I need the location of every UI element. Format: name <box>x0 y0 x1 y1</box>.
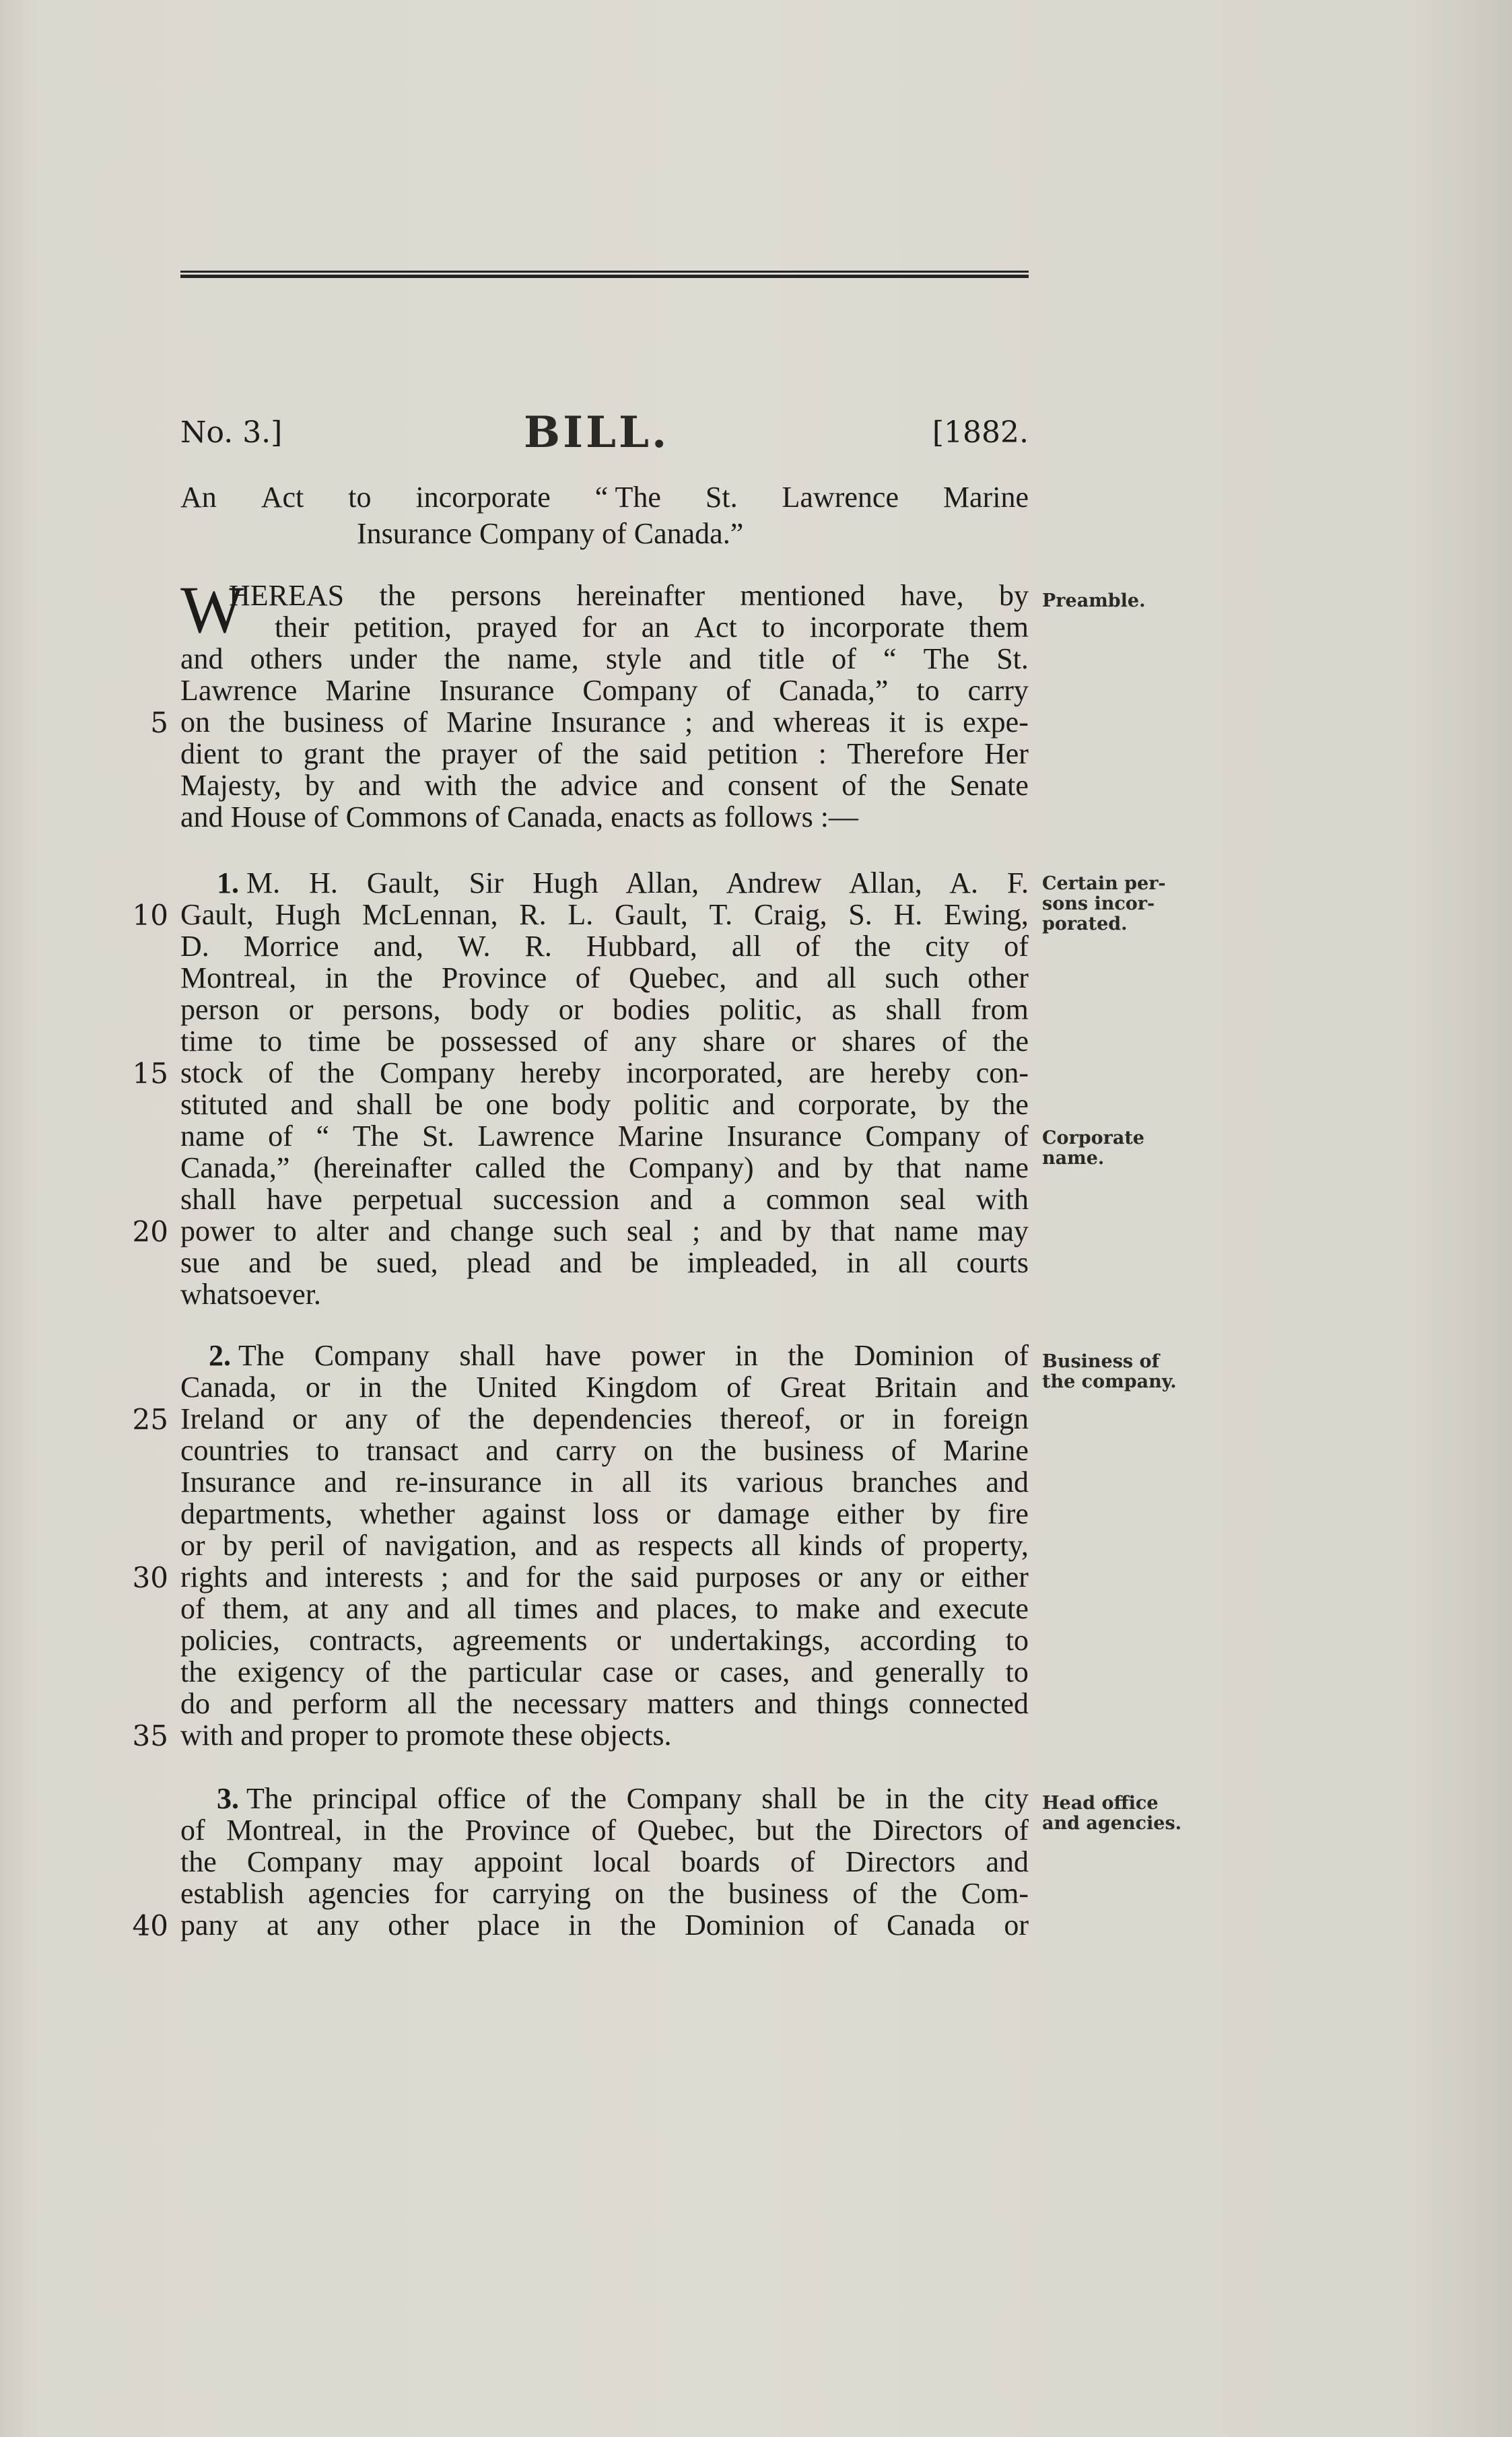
line-number: 40 <box>132 1909 168 1942</box>
section-line: Gault, Hugh McLennan, R. L. Gault, T. Craig, S. H. Ewing, <box>180 898 1029 931</box>
section-line: rights and interests ; and for the said purposes or any or either <box>180 1560 1029 1593</box>
section-line: 2. The Company shall have power in the Dominion of <box>209 1339 1029 1372</box>
rule-thin <box>180 271 1029 273</box>
section-line: of them, at any and all times and places, to make and execute <box>180 1592 1029 1625</box>
title-line-1: An Act to incorporate “ The St. Lawrence Marine <box>180 481 1029 514</box>
section-line: countries to transact and carry on the business of Marine <box>180 1434 1029 1467</box>
section-line: do and perform all the necessary matters and things connected <box>180 1687 1029 1720</box>
section-line: Insurance and re-insurance in all its various branches and <box>180 1466 1029 1499</box>
section-line: time to time be possessed of any share or shares of the <box>180 1025 1029 1058</box>
section-line: stock of the Company hereby incorporated, are hereby con- <box>180 1056 1029 1089</box>
section-number: 2. <box>209 1339 231 1372</box>
line-number: 35 <box>132 1719 168 1752</box>
section-line: with and proper to promote these objects. <box>180 1719 672 1752</box>
section-line: power to alter and change such seal ; and by that name may <box>180 1214 1029 1247</box>
bill-title <box>180 479 1029 552</box>
section-line: departments, whether against loss or damage either by fire <box>180 1497 1029 1530</box>
preamble <box>180 572 1029 833</box>
drop-cap: W <box>180 572 244 647</box>
preamble-line: on the business of Marine Insurance ; and whereas it is expe- <box>180 706 1029 739</box>
title-line-2: Insurance Company of Canada.” <box>357 517 744 550</box>
section-line: the exigency of the particular case or cases, and generally to <box>180 1655 1029 1688</box>
rule-thick <box>180 275 1029 278</box>
margin-note-corporate-name: Corporate name. <box>1042 1128 1144 1169</box>
section-line: of Montreal, in the Province of Quebec, but the Directors of <box>180 1814 1029 1847</box>
section-line: whatsoever. <box>180 1278 321 1311</box>
bill-heading: BILL. <box>524 407 670 458</box>
section-line: stituted and shall be one body politic and corporate, by the <box>180 1088 1029 1121</box>
line-number: 20 <box>132 1215 168 1248</box>
preamble-line: Majesty, by and with the advice and consent of the Senate <box>180 769 1029 802</box>
preamble-line: and House of Commons of Canada, enacts as follows :— <box>180 800 858 833</box>
section-1 <box>180 867 1029 1310</box>
margin-note-head-office: Head office and agencies. <box>1042 1793 1182 1834</box>
section-number: 3. <box>217 1782 239 1815</box>
section-line: Canada, or in the United Kingdom of Great Britain and <box>180 1371 1029 1404</box>
preamble-line: their petition, prayed for an Act to incorporate them <box>275 611 1029 644</box>
section-line: policies, contracts, agreements or undertakings, according to <box>180 1624 1029 1657</box>
section-line: 3. The principal office of the Company shall be in the city <box>217 1782 1029 1815</box>
section-line: Canada,” (hereinafter called the Company) and by that name <box>180 1151 1029 1184</box>
section-line: shall have perpetual succession and a common seal with <box>180 1183 1029 1216</box>
bill-number: No. 3.] <box>180 415 283 450</box>
line-number: 10 <box>132 899 168 932</box>
section-number: 1. <box>217 866 239 899</box>
preamble-line: HEREAS the persons hereinafter mentioned have, by <box>229 579 1029 612</box>
section-line: 1. M. H. Gault, Sir Hugh Allan, Andrew Allan, A. F. <box>217 866 1029 899</box>
section-2 <box>180 1340 1029 1751</box>
section-line: Ireland or any of the dependencies thereof, or in foreign <box>180 1402 1029 1435</box>
section-line: name of “ The St. Lawrence Marine Insurance Company of <box>180 1120 1029 1153</box>
line-number: 5 <box>150 706 168 739</box>
preamble-line: dient to grant the prayer of the said petition : Therefore Her <box>180 737 1029 770</box>
bill-year: [1882. <box>932 415 1029 450</box>
preamble-line: and others under the name, style and title of “ The St. <box>180 642 1029 675</box>
section-3 <box>180 1783 1029 1941</box>
preamble-line: Lawrence Marine Insurance Company of Canada,” to carry <box>180 674 1029 707</box>
section-line: sue and be sued, plead and be impleaded, in all courts <box>180 1246 1029 1279</box>
margin-note-business: Business of the company. <box>1042 1351 1177 1392</box>
section-line: person or persons, body or bodies politic, as shall from <box>180 993 1029 1026</box>
line-number: 30 <box>132 1561 168 1594</box>
bill-header <box>180 407 1029 458</box>
section-line: the Company may appoint local boards of Directors and <box>180 1845 1029 1878</box>
line-number: 15 <box>132 1057 168 1090</box>
line-number: 25 <box>132 1403 168 1436</box>
section-line: or by peril of navigation, and as respects all kinds of property, <box>180 1529 1029 1562</box>
margin-note-certain-persons: Certain per- sons incor- porated. <box>1042 873 1166 934</box>
section-line: Montreal, in the Province of Quebec, and all such other <box>180 961 1029 994</box>
section-line: pany at any other place in the Dominion of Canada or <box>180 1909 1029 1942</box>
margin-note-preamble: Preamble. <box>1042 590 1146 611</box>
section-line: establish agencies for carrying on the business of the Com- <box>180 1877 1029 1910</box>
section-line: D. Morrice and, W. R. Hubbard, all of the city of <box>180 930 1029 963</box>
top-double-rule <box>180 271 1029 280</box>
